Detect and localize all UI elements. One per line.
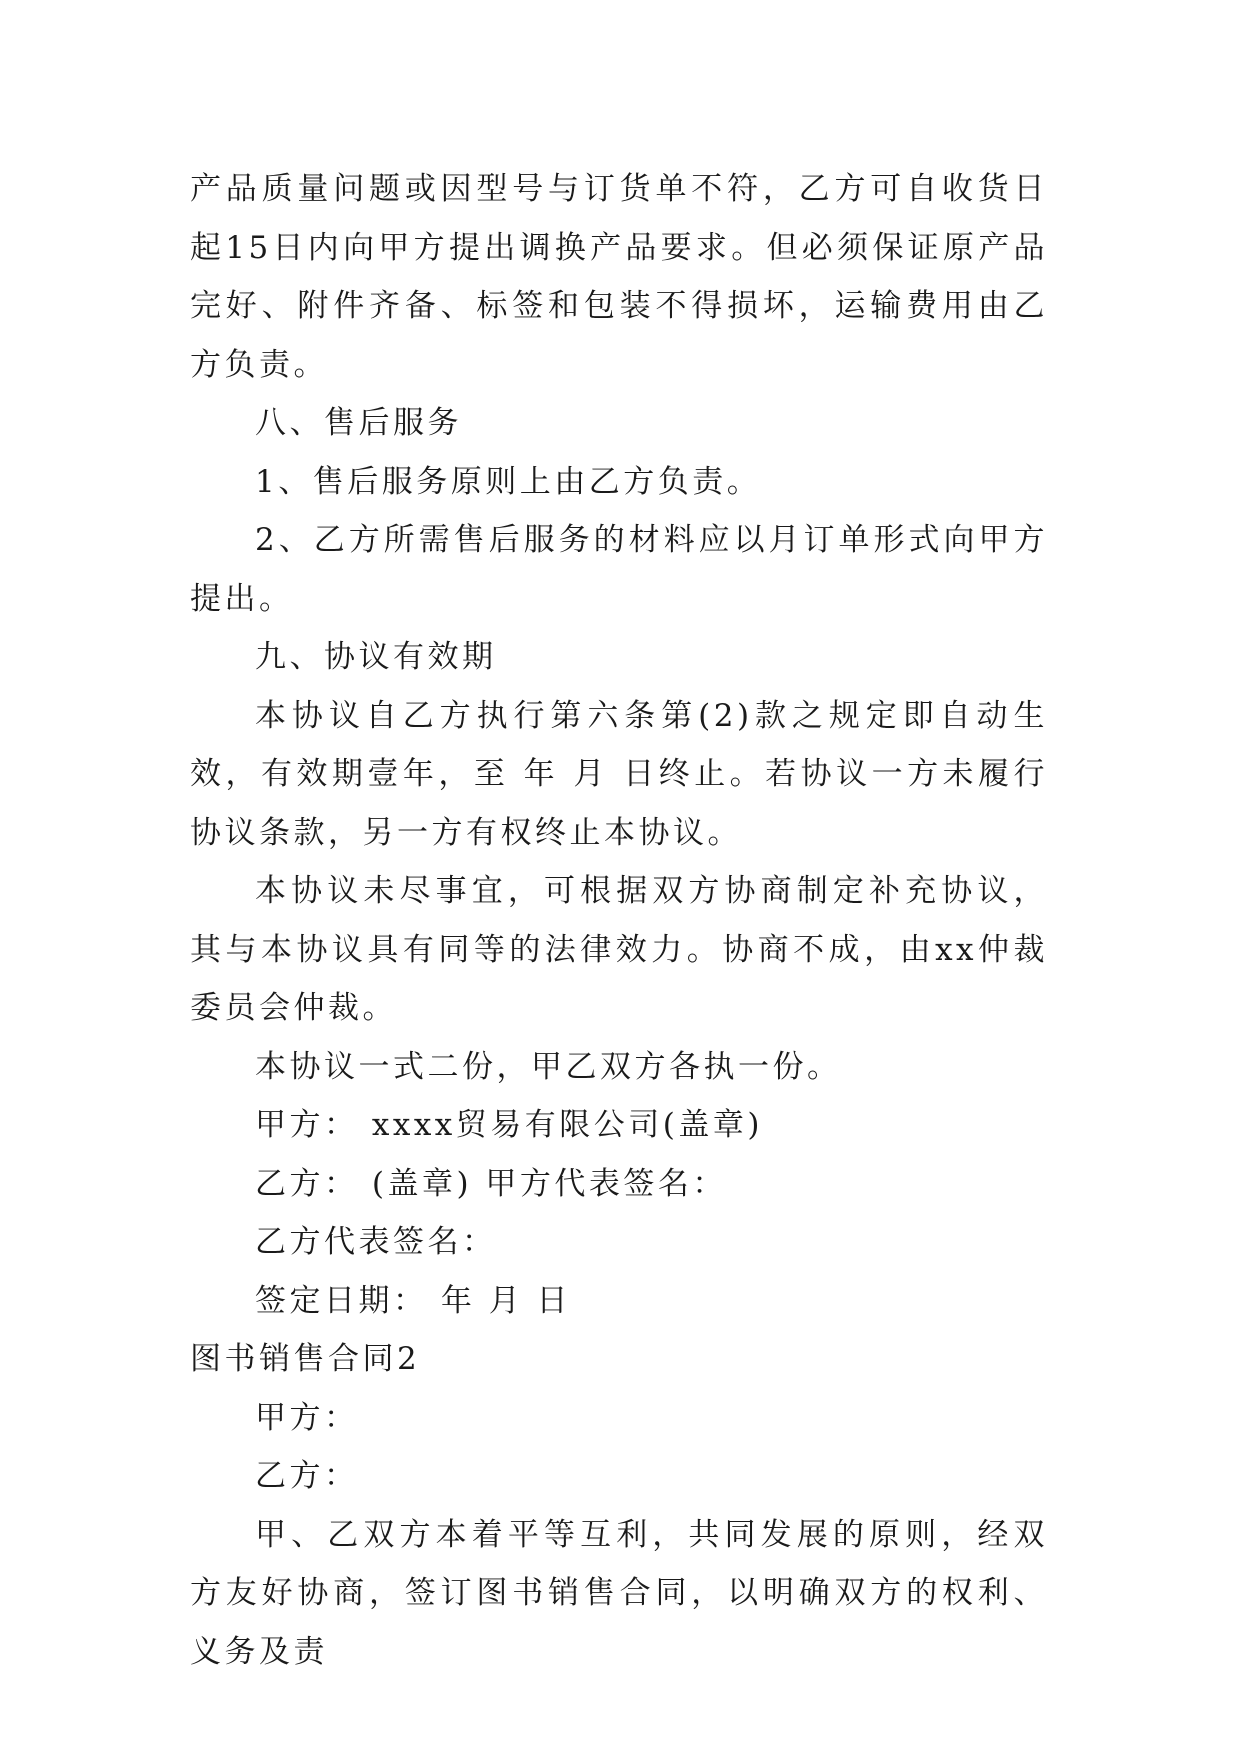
document-page: [190, 160, 1048, 1681]
paragraph-supplementary: 本协议未尽事宜，可根据双方协商制定补充协议，其与本协议具有同等的法律效力。协商不成，由xx仲裁委员会仲裁。: [190, 873, 1048, 1026]
paragraph-copies: 本协议一式二份，甲乙双方各执一份。: [255, 1048, 842, 1085]
party-b-representative-line: 乙方代表签名：: [255, 1224, 497, 1260]
section-title-contract-2: 图书销售合同2: [190, 1341, 421, 1377]
contract2-party-a: 甲方：: [255, 1399, 359, 1436]
party-a-line: 甲方： xxxx贸易有限公司(盖章): [255, 1107, 763, 1143]
signing-date-line: 签定日期： 年 月 日: [255, 1282, 572, 1319]
contract2-party-b: 乙方：: [255, 1458, 359, 1494]
heading-after-sales-service: 八、售后服务: [255, 405, 462, 441]
paragraph-return-policy: 产品质量问题或因型号与订货单不符，乙方可自收货日起15日内向甲方提出调换产品要求。但必须保证原产品完好、附件齐备、标签和包装不得损坏，运输费用由乙方负责。: [190, 171, 1048, 383]
clause-after-sales-1: 1、售后服务原则上由乙方负责。: [255, 463, 762, 500]
paragraph-validity: 本协议自乙方执行第六条第(2)款之规定即自动生效，有效期壹年，至 年 月 日终止。若协议一方未履行协议条款，另一方有权终止本协议。: [190, 697, 1048, 851]
party-b-line: 乙方： (盖章) 甲方代表签名：: [255, 1165, 727, 1202]
heading-validity-period: 九、协议有效期: [255, 639, 497, 675]
contract2-preamble: 甲、乙双方本着平等互利，共同发展的原则，经双方友好协商，签订图书销售合同，以明确双方的权利、义务及责: [190, 1516, 1048, 1670]
clause-after-sales-2: 2、乙方所需售后服务的材料应以月订单形式向甲方提出。: [190, 522, 1048, 617]
